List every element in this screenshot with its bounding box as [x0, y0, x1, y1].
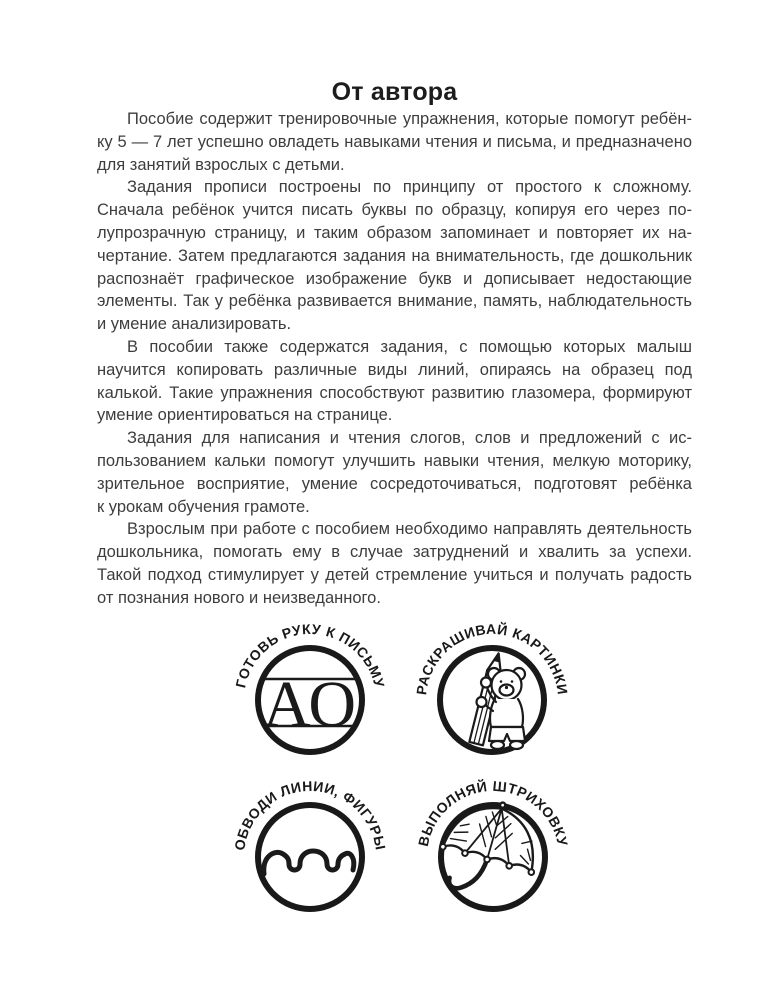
text-line: от познания нового и неизведанного. [97, 588, 381, 607]
body-text [97, 108, 692, 610]
page-title: От автора [331, 78, 458, 106]
text-line: к урокам обучения грамоте. [97, 497, 310, 516]
text-line: дошкольника, помогать ему в случае затруднений и хвалить за успехи. [97, 543, 692, 562]
writing-lines-ao-icon [263, 668, 357, 741]
badge-arc-label: ГОТОВЬ РУКУ К ПИСЬМУ [232, 620, 388, 690]
text-line: Сначала ребёнок учится писать буквы по образцу, копируя его через по- [97, 201, 692, 220]
sample-letters: АО [262, 668, 358, 741]
text-line: зрительное восприятие, умение сосредоточиваться, подготовят ребёнка [97, 474, 692, 493]
text-line: для занятий взрослых с детьми. [97, 155, 345, 174]
badge-arc-label: ВЫПОЛНЯЙ ШТРИХОВКУ [414, 777, 572, 848]
text-line: научится копировать различные виды линий, опираясь на образец под [97, 360, 692, 379]
text-line: пользованием кальки помогут улучшить навыки чтения, мелкую моторику, [97, 451, 692, 470]
text-line: элементы. Так у ребёнка развивается внимание, память, наблюдательность [97, 292, 692, 311]
text-line: чертание. Затем предлагаются задания на внимательность, где дошкольник [97, 246, 692, 265]
text-line: Такой подход стимулирует у детей стремление учиться и получать радость [97, 565, 692, 584]
text-line: Пособие содержит тренировочные упражнения, которые помогут ребён- [127, 110, 692, 128]
text-line: Задания прописи построены по принципу от простого к сложному. [127, 178, 692, 197]
text-line: В пособии также содержатся задания, с помощью которых малыш [127, 337, 692, 356]
wavy-line-icon [264, 851, 354, 874]
text-line: умение ориентироваться на странице. [97, 406, 393, 425]
badge-ring [258, 805, 362, 909]
badge-hatching [383, 732, 603, 937]
text-line: калькой. Такие упражнения способствуют развитию глазомера, формируют [97, 383, 692, 402]
text-line: Задания для написания и чтения слогов, слов и предложений с ис- [127, 429, 692, 448]
badge-arc-label: РАСКРАШИВАЙ КАРТИНКИ [413, 620, 571, 696]
text-line: лупрозрачную страницу, и таким образом запоминает и повторяет их на- [97, 223, 692, 242]
badge-arc-label: ОБВОДИ ЛИНИИ, ФИГУРЫ [231, 777, 389, 852]
text-line: ку 5 — 7 лет успешно овладеть навыками чтения и письма, и предназначено [97, 132, 692, 151]
text-line: распознаёт графическое изображение букв и дописывает недостающие [97, 269, 692, 288]
text-line: Взрослым при работе с пособием необходимо направлять деятельность [127, 520, 692, 539]
text-line: и умение анализировать. [97, 315, 292, 334]
